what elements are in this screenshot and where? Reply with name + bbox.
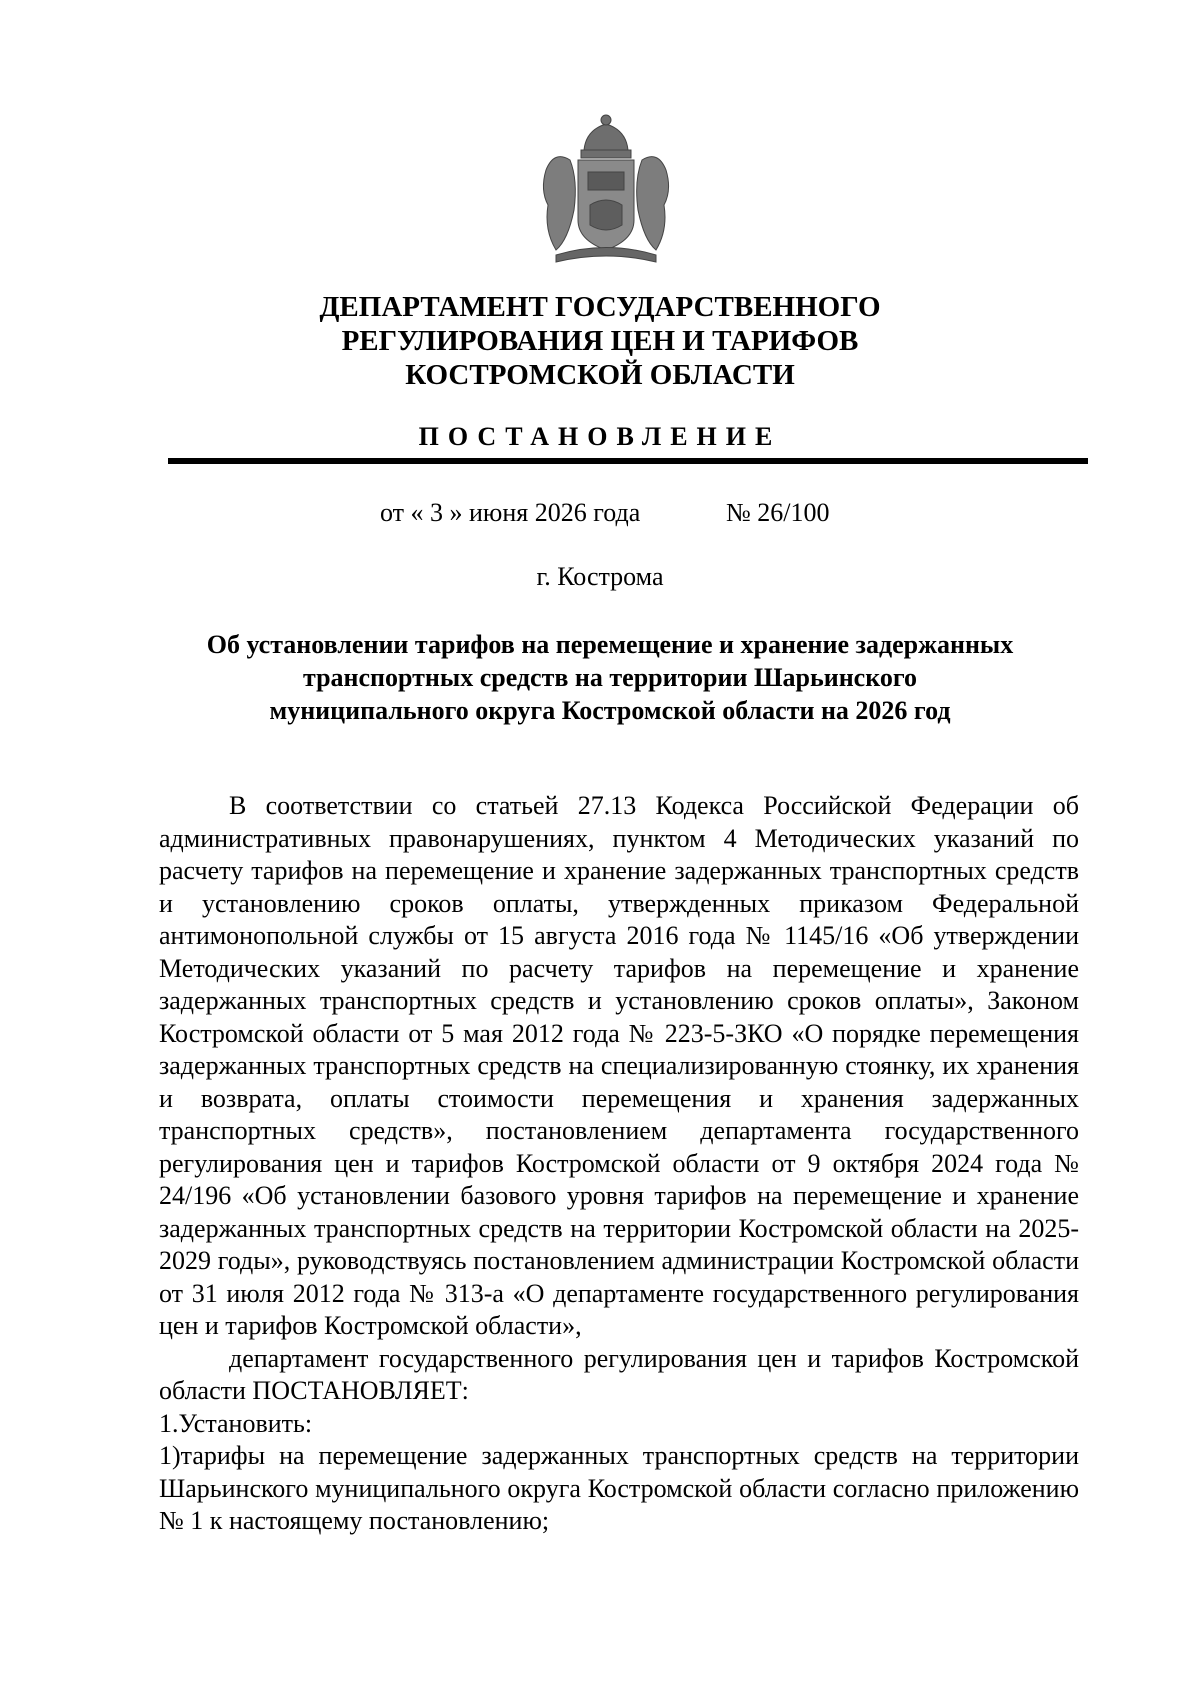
document-type: ПОСТАНОВЛЕНИЕ xyxy=(418,422,782,451)
coat-of-arms-emblem xyxy=(526,110,686,270)
preamble-paragraph: В соответствии со статьей 27.13 Кодекса Российской Федерации об административных правонарушениях, пунктом 4 Методических указаний по расчету тарифов на перемещение и хранение задержанных транспортных средств и установлению сроков оплаты, утвержденных приказом Федеральной антимонопольной службы от 15 августа 2016 года № 1145/16 «Об утверждении Методических указаний по расчету тарифов на перемещение и хранение задержанных транспортных средств и установлению сроков оплаты», Законом Костромской области от 5 мая 2012 года № 223-5-ЗКО «О порядке перемещения задержанных транспортных средств на специализированную стоянку, их хранения и возврата, оплаты стоимости перемещения и хранения задержанных транспортных средств», постановлением департамента государственного регулирования цен и тарифов Костромской области от 9 октября 2024 года № 24/196 «Об установлении базового уровня тарифов на перемещение и хранение задержанных транспортных средств на территории Костромской области на 2025-2029 годы», руководствуясь постановлением администрации Костромской области от 31 июля 2012 года № 313-а «О департаменте государственного регулирования цен и тарифов Костромской области», xyxy=(159,791,1079,1340)
item-1-1-number: 1) xyxy=(159,1441,181,1470)
department-line-3: КОСТРОМСКОЙ ОБЛАСТИ xyxy=(405,359,795,391)
decree-city: г. Кострома xyxy=(536,562,664,591)
header-divider xyxy=(168,458,1088,464)
title-line-1: Об установлении тарифов на перемещение и хранение задержанных xyxy=(206,630,1014,659)
department-line-1: ДЕПАРТАМЕНТ ГОСУДАРСТВЕННОГО xyxy=(319,291,881,323)
item-1-text: Установить: xyxy=(178,1408,313,1438)
item-1-1-text: тарифы на перемещение задержанных транспортных средств на территории Шарьинского муниципального округа Костромской области согласно приложению № 1 к настоящему постановлению; xyxy=(159,1441,1079,1535)
decree-date: от « 3 » июня 2026 года xyxy=(380,498,641,527)
department-name xyxy=(160,290,1040,392)
decree-number: № 26/100 xyxy=(726,498,830,527)
item-1-1 xyxy=(159,1440,1079,1538)
decree-body xyxy=(159,790,1079,1538)
item-1 xyxy=(159,1408,1079,1441)
resolution-paragraph: департамент государственного регулирования цен и тарифов Костромской области ПОСТАНОВЛЯЕТ: xyxy=(159,1343,1079,1405)
title-line-3: муниципального округа Костромской области на 2026 год xyxy=(269,696,951,725)
title-line-2: транспортных средств на территории Шарьинского xyxy=(302,663,918,692)
department-line-2: РЕГУЛИРОВАНИЯ ЦЕН И ТАРИФОВ xyxy=(341,325,859,357)
decree-title xyxy=(170,628,1050,727)
item-1-number: 1. xyxy=(159,1408,179,1438)
